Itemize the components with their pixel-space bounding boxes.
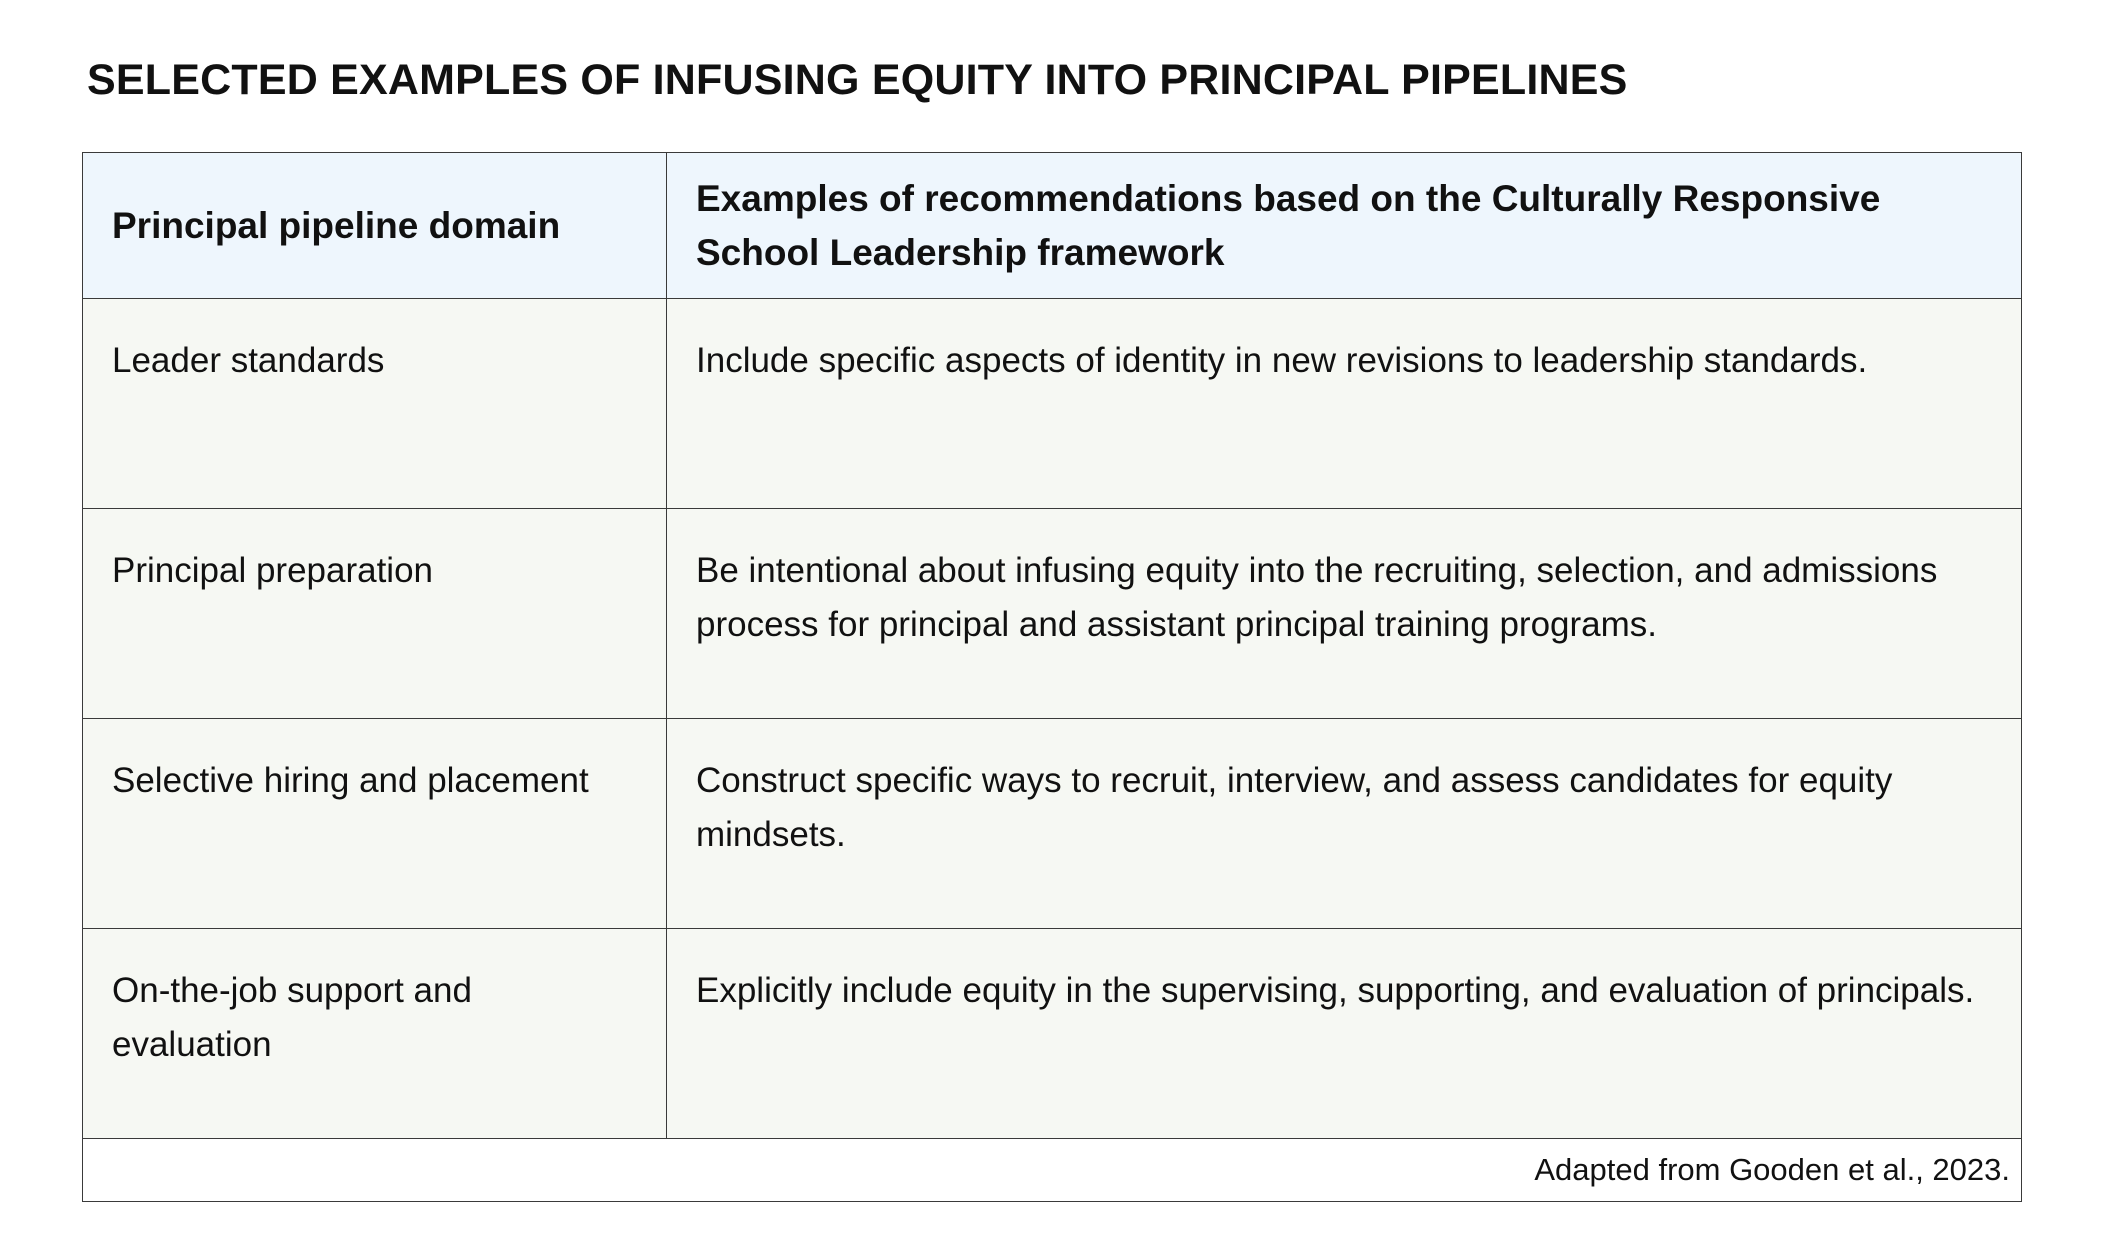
table-row	[83, 299, 2022, 509]
recommendation-cell: Include specific aspects of identity in new revisions to leadership standards.	[667, 299, 2022, 509]
domain-cell: Principal preparation	[83, 509, 667, 719]
table-row	[83, 719, 2022, 929]
equity-examples-table	[82, 152, 2022, 1202]
column-header-domain: Principal pipeline domain	[83, 153, 667, 299]
source-row	[83, 1139, 2022, 1202]
recommendation-cell: Be intentional about infusing equity into the recruiting, selection, and admissions process for principal and assistant principal training programs.	[667, 509, 2022, 719]
recommendation-cell: Explicitly include equity in the supervising, supporting, and evaluation of principals.	[667, 929, 2022, 1139]
column-header-recommendations: Examples of recommendations based on the Culturally Responsive School Leadership framework	[667, 153, 2022, 299]
domain-cell: Selective hiring and placement	[83, 719, 667, 929]
domain-cell: Leader standards	[83, 299, 667, 509]
table-row	[83, 509, 2022, 719]
domain-cell: On-the-job support and evaluation	[83, 929, 667, 1139]
source-citation: Adapted from Gooden et al., 2023.	[83, 1139, 2022, 1202]
recommendation-cell: Construct specific ways to recruit, interview, and assess candidates for equity mindsets.	[667, 719, 2022, 929]
table-row	[83, 929, 2022, 1139]
page-title: SELECTED EXAMPLES OF INFUSING EQUITY INTO PRINCIPAL PIPELINES	[87, 56, 1628, 104]
table-header-row	[83, 153, 2022, 299]
